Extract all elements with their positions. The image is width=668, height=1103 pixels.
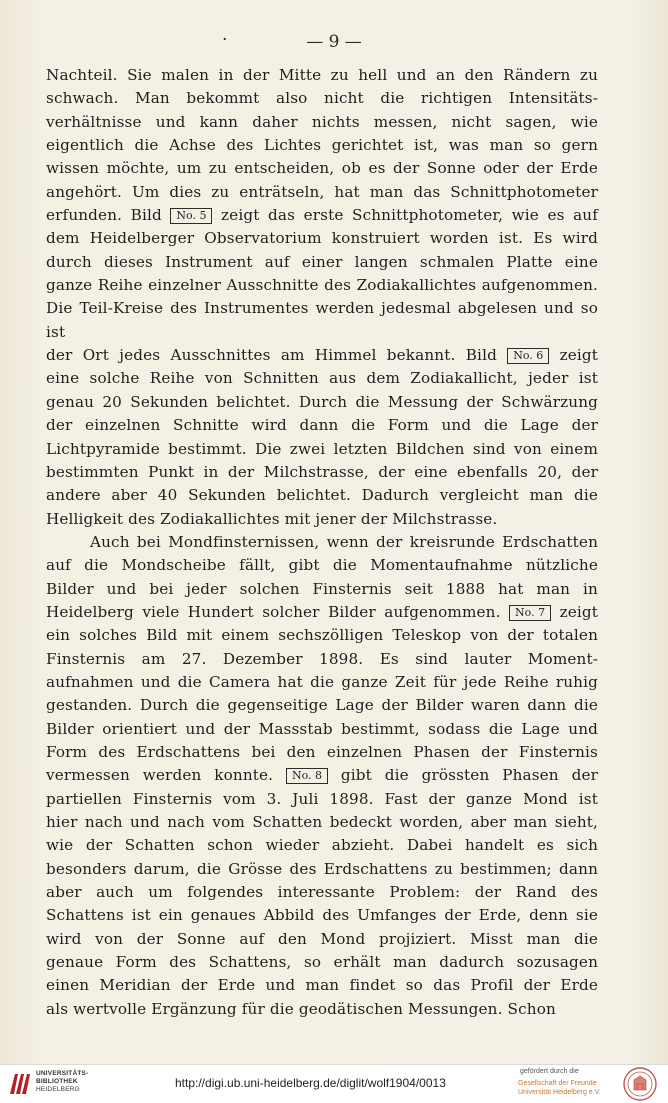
viewer-footer xyxy=(0,1064,668,1103)
text-segment: gestanden. Durch die gegenseitige Lage der Bilder waren dann die xyxy=(46,696,598,715)
text-line xyxy=(46,648,598,671)
text-line xyxy=(46,297,598,344)
text-line xyxy=(46,928,598,951)
text-line xyxy=(46,274,598,297)
text-segment: verhältnisse und kann daher nichts messen, nicht sagen, wie xyxy=(46,112,598,131)
text-line xyxy=(46,531,598,554)
text-line xyxy=(46,157,598,180)
text-segment: der einzelnen Schnitte wird dann die Form und die Lage der xyxy=(46,416,598,435)
text-line xyxy=(46,251,598,274)
text-line xyxy=(46,111,598,134)
figure-reference-box[interactable]: No. 5 xyxy=(170,208,212,224)
text-line xyxy=(46,788,598,811)
text-segment: auf die Mondscheibe fällt, gibt die Momentaufnahme nützliche xyxy=(46,556,598,575)
text-line xyxy=(46,624,598,647)
university-seal-icon[interactable] xyxy=(616,1066,664,1102)
text-segment: angehört. Um dies zu enträtseln, hat man das Schnittphotometer xyxy=(46,182,598,201)
text-segment: Nachteil. Sie malen in der Mitte zu hell und an den Rändern zu xyxy=(46,66,598,84)
text-segment: zeigt das erste Schnittphotometer, wie es auf xyxy=(212,206,598,225)
text-segment: eigentlich die Achse des Lichtes gerichtet ist, was man so gern xyxy=(46,136,598,155)
text-segment: dem Heidelberger Observatorium konstruiert worden ist. Es wird xyxy=(46,229,598,248)
text-segment: andere aber 40 Sekunden belichtet. Dadurch vergleicht man die xyxy=(46,486,598,505)
text-line xyxy=(46,974,598,997)
page-header-dot: · xyxy=(222,30,228,50)
text-segment: Bilder orientiert und der Massstab bestimmt, sodass die Lage und xyxy=(46,719,598,738)
text-segment: Die Teil-Kreise des Instrumentes werden jedesmal abgelesen und so ist xyxy=(46,299,598,341)
text-segment: als wertvolle Ergänzung für die geodätischen Messungen. Schon xyxy=(46,999,556,1018)
text-segment: Finsternis am 27. Dezember 1898. Es sind lauter Moment- xyxy=(46,649,598,668)
text-line xyxy=(46,998,598,1021)
text-line xyxy=(46,834,598,857)
text-segment: ganze Reihe einzelner Ausschnitte des Zodiakallichtes aufgenommen. xyxy=(46,276,598,295)
text-segment: genau 20 Sekunden belichtet. Durch die Messung der Schwärzung xyxy=(46,392,598,411)
page-header xyxy=(0,32,668,52)
text-line xyxy=(46,227,598,250)
text-segment: hier nach und nach vom Schatten bedeckt worden, aber man sieht, xyxy=(46,813,598,831)
library-line-3: HEIDELBERG xyxy=(36,1086,80,1093)
text-line xyxy=(46,881,598,904)
library-line-1: UNIVERSITÄTS- xyxy=(36,1070,89,1077)
text-line xyxy=(46,391,598,414)
figure-reference-box[interactable]: No. 7 xyxy=(509,605,551,621)
text-line xyxy=(46,438,598,461)
text-segment: partiellen Finsternis vom 3. Juli 1898. Fast der ganze Mond ist xyxy=(46,789,598,808)
body-text xyxy=(46,64,598,1021)
text-line xyxy=(46,461,598,484)
funder-name[interactable] xyxy=(518,1079,601,1097)
text-line xyxy=(46,671,598,694)
text-segment: ein solches Bild mit einem sechszölligen Teleskop von der totalen xyxy=(46,626,598,645)
text-line xyxy=(46,951,598,974)
text-segment: schwach. Man bekommt also nicht die richtigen Intensitäts- xyxy=(46,89,598,108)
text-segment: durch dieses Instrument auf einer langen schmalen Platte eine xyxy=(46,252,598,271)
library-name[interactable] xyxy=(36,1070,88,1094)
text-line xyxy=(46,578,598,601)
text-segment: Helligkeit des Zodiakallichtes mit jener der Milchstrasse. xyxy=(46,509,498,528)
text-line xyxy=(46,134,598,157)
text-segment: Auch bei Mondfinsternissen, wenn der kreisrunde Erdschatten xyxy=(90,532,598,551)
text-segment: der Ort jedes Ausschnittes am Himmel bekannt. Bild xyxy=(46,346,508,365)
text-segment: Heidelberg viele Hundert solcher Bilder aufgenommen. xyxy=(46,602,510,621)
text-segment: vermessen werden konnte. xyxy=(46,766,286,785)
text-segment: bestimmten Punkt in der Milchstrasse, der eine ebenfalls 20, der xyxy=(46,462,598,481)
figure-reference-box[interactable]: No. 6 xyxy=(507,348,549,364)
text-segment: zeigt xyxy=(551,602,598,621)
text-segment: wie der Schatten schon wieder abzieht. Dabei handelt es sich xyxy=(46,836,598,855)
text-segment: Form des Erdschattens bei den einzelnen Phasen der Finsternis xyxy=(46,742,598,761)
text-line xyxy=(46,181,598,204)
text-line xyxy=(46,554,598,577)
text-segment: einen Meridian der Erde und man findet so das Profil der Erde xyxy=(46,976,598,995)
text-line xyxy=(46,858,598,881)
text-segment: zeigt xyxy=(549,346,598,365)
library-line-2: BIBLIOTHEK xyxy=(36,1078,78,1085)
text-line xyxy=(46,741,598,764)
text-segment: besonders darum, die Grösse des Erdschattens zu bestimmen; dann xyxy=(46,859,598,878)
text-segment: Schattens ist ein genaues Abbild des Umfanges der Erde, denn sie xyxy=(46,906,598,925)
text-segment: Bilder und bei jeder solchen Finsternis seit 1888 hat man in xyxy=(46,579,598,598)
text-line xyxy=(46,904,598,927)
funder-line-1: Gesellschaft der Freunde xyxy=(518,1080,597,1087)
funder-line-2: Universität Heidelberg e.V. xyxy=(518,1089,601,1096)
text-line xyxy=(46,87,598,110)
text-segment: erfunden. Bild xyxy=(46,206,171,225)
text-line xyxy=(46,367,598,390)
text-line xyxy=(46,811,598,834)
text-segment: aufnahmen und die Camera hat die ganze Zeit für jede Reihe ruhig xyxy=(46,672,598,691)
text-segment: genaue Form des Schattens, so erhält man dadurch sozusagen xyxy=(46,953,598,972)
figure-reference-box[interactable]: No. 8 xyxy=(286,768,328,784)
text-segment: wird von der Sonne auf den Mond projiziert. Misst man die xyxy=(46,929,598,948)
text-line xyxy=(46,484,598,507)
ub-library-icon[interactable] xyxy=(8,1072,32,1096)
text-line xyxy=(46,718,598,741)
funded-by-label: gefördert durch die xyxy=(520,1068,579,1075)
text-segment: Lichtpyramide bestimmt. Die zwei letzten Bildchen sind von einem xyxy=(46,439,598,458)
text-line xyxy=(46,344,598,367)
text-line xyxy=(46,508,598,531)
text-segment: eine solche Reihe von Schnitten aus dem Zodiakallicht, jeder ist xyxy=(46,369,598,388)
page-number: — 9 — xyxy=(306,32,362,52)
text-line xyxy=(46,64,598,87)
text-segment: gibt die grössten Phasen der xyxy=(328,766,599,785)
text-line xyxy=(46,694,598,717)
text-line xyxy=(46,601,598,624)
text-segment: wissen möchte, um zu entscheiden, ob es der Sonne oder der Erde xyxy=(46,159,598,178)
text-line xyxy=(46,764,598,787)
text-line xyxy=(46,204,598,227)
permalink-url[interactable]: http://digi.ub.uni-heidelberg.de/diglit/wolf1904/0013 xyxy=(175,1076,446,1090)
text-segment: aber auch um folgendes interessante Problem: der Rand des xyxy=(46,883,598,902)
text-line xyxy=(46,414,598,437)
